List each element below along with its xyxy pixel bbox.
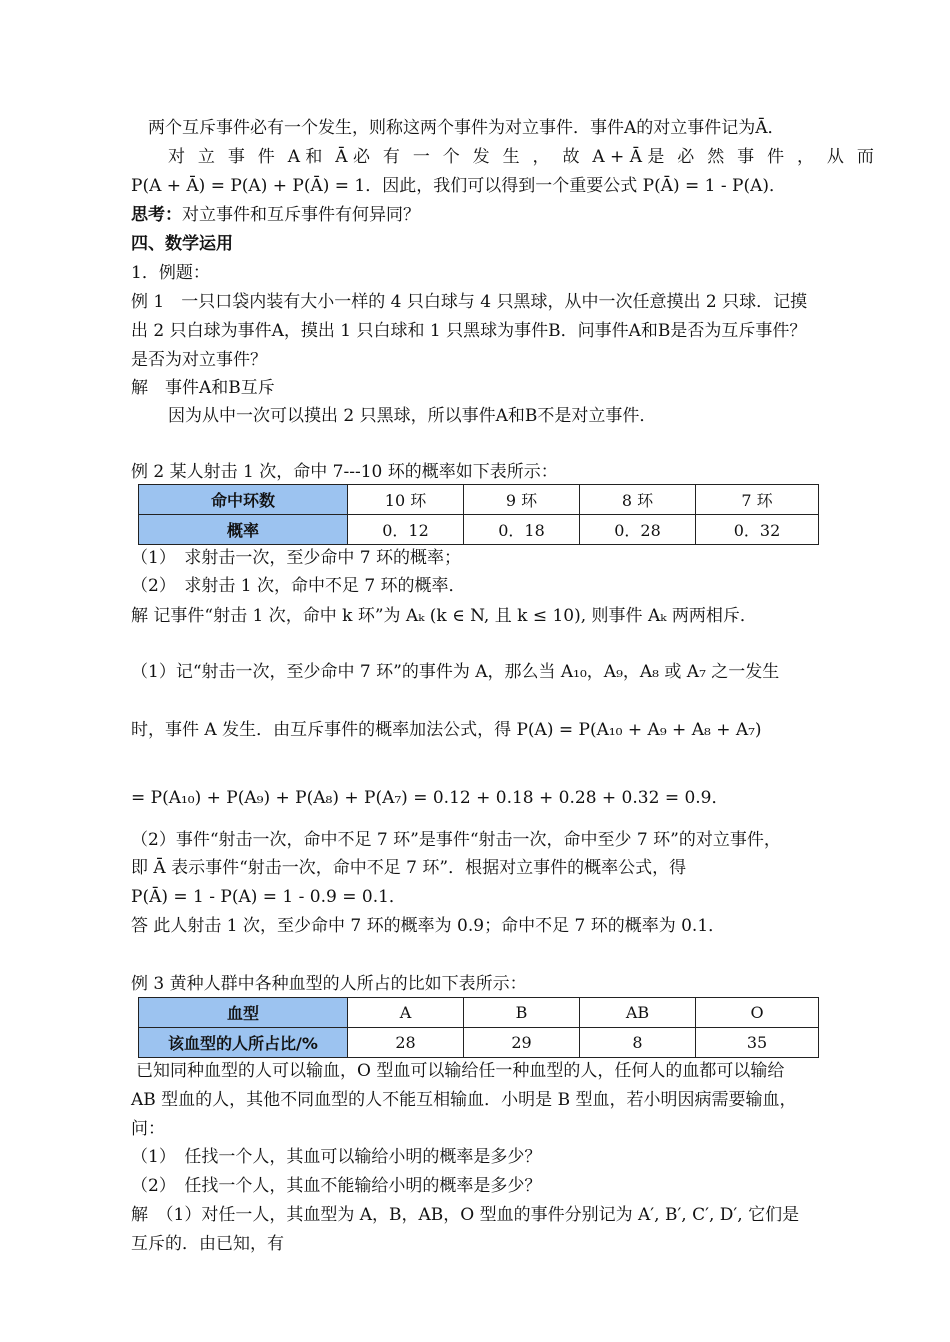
word: 故 bbox=[562, 147, 580, 167]
think-line bbox=[131, 203, 420, 227]
table-cell: 8 bbox=[580, 1028, 696, 1058]
solution2-part2-line2: 即 Ā 表示事件“射击一次，命中不足 7 环”．根据对立事件的概率公式，得 bbox=[131, 858, 687, 878]
word: A 和 bbox=[287, 147, 323, 167]
table-header-cell: 8 环 bbox=[580, 485, 696, 515]
example2-intro: 例 2 某人射击 1 次，命中 7---10 环的概率如下表所示： bbox=[131, 462, 558, 482]
word: 有 bbox=[382, 147, 400, 167]
word: 而 bbox=[856, 147, 874, 167]
question3-1: （1） 任找一个人，其血可以输给小明的概率是多少？ bbox=[131, 1147, 542, 1167]
table-header-cell: B bbox=[464, 998, 580, 1028]
word: 必 bbox=[677, 147, 695, 167]
table-header-cell: 命中环数 bbox=[139, 485, 348, 515]
solution2-sum: = P(A₁₀) + P(A₉) + P(A₈) + P(A₇) = 0.12 + 0.18 + 0.28 + 0.32 = 0.9． bbox=[131, 788, 729, 808]
table-cell: 29 bbox=[464, 1028, 580, 1058]
question-1: （1） 求射击一次，至少命中 7 环的概率； bbox=[131, 548, 461, 568]
examples-heading: 1．例题： bbox=[131, 263, 210, 283]
solution2-part2-line1: （2）事件“射击一次，命中不足 7 环”是事件“射击一次，命中至少 7 环”的对立事件， bbox=[131, 830, 781, 850]
solution3-line2: 互斥的．由已知，有 bbox=[131, 1234, 284, 1254]
word: 事 bbox=[737, 147, 755, 167]
word: 个 bbox=[442, 147, 460, 167]
example3-line1: 已知同种血型的人可以输血，O 型血可以输给任一种血型的人，任何人的血都可以输给 bbox=[136, 1061, 785, 1081]
table-row bbox=[139, 485, 819, 515]
word: 件 bbox=[767, 147, 785, 167]
table-cell: 概率 bbox=[139, 515, 348, 545]
example1-line1: 例 1 一只口袋内装有大小一样的 4 只白球与 4 只黑球，从中一次任意摸出 2 只球．记摸 bbox=[131, 292, 808, 312]
table-cell: 0．28 bbox=[580, 515, 696, 545]
solution3-line1: 解 （1）对任一人，其血型为 A，B，AB，O 型血的事件分别记为 A′, B′, C′, D′, 它们是 bbox=[131, 1205, 800, 1225]
section-heading: 四、数学运用 bbox=[131, 234, 233, 254]
solution2-part2-formula: P(Ā) = 1 - P(A) = 1 - 0.9 = 0.1． bbox=[131, 887, 406, 907]
table-row bbox=[139, 1028, 819, 1058]
table-header-cell: A bbox=[348, 998, 464, 1028]
example1-line2: 出 2 只白球为事件A，摸出 1 只白球和 1 只黑球为事件B．问事件A和B是否为互斥事件？ bbox=[131, 321, 807, 341]
table-cell: 0．32 bbox=[696, 515, 819, 545]
table-cell: 0．18 bbox=[464, 515, 580, 545]
table-header-cell: 10 环 bbox=[348, 485, 464, 515]
solution1-line2: 因为从中一次可以摸出 2 只黑球，所以事件A和B不是对立事件． bbox=[168, 406, 657, 426]
question-2: （2） 求射击 1 次，命中不足 7 环的概率． bbox=[131, 576, 466, 596]
word: 一 bbox=[412, 147, 430, 167]
table-row bbox=[139, 515, 819, 545]
example1-line3: 是否为对立事件？ bbox=[131, 350, 267, 370]
word: 从 bbox=[826, 147, 844, 167]
table-cell: 28 bbox=[348, 1028, 464, 1058]
table-header-cell: 9 环 bbox=[464, 485, 580, 515]
table-header-cell: 7 环 bbox=[696, 485, 819, 515]
word: 对 bbox=[168, 147, 185, 167]
word: 事 bbox=[227, 147, 245, 167]
question3-2: （2） 任找一个人，其血不能输给小明的概率是多少？ bbox=[131, 1176, 542, 1196]
table-header-cell: AB bbox=[580, 998, 696, 1028]
think-label: 思考： bbox=[131, 205, 182, 225]
word: 生 bbox=[502, 147, 520, 167]
example3-intro: 例 3 黄种人群中各种血型的人所占的比如下表所示： bbox=[131, 974, 527, 994]
example3-line2: AB 型血的人，其他不同血型的人不能互相输血．小明是 B 型血，若小明因病需要输血， bbox=[131, 1090, 797, 1110]
para-spaced-line bbox=[168, 145, 874, 169]
table-blood-type bbox=[138, 997, 819, 1058]
word: 然 bbox=[707, 147, 725, 167]
para-opposite-event-def: 两个互斥事件必有一个发生，则称这两个事件为对立事件．事件A的对立事件记为Ā． bbox=[148, 118, 785, 138]
table-cell: 35 bbox=[696, 1028, 819, 1058]
table-header-cell: 血型 bbox=[139, 998, 348, 1028]
think-text: 对立事件和互斥事件有何异同？ bbox=[182, 205, 420, 225]
word: 发 bbox=[472, 147, 490, 167]
solution1-line1: 解 事件A和B互斥 bbox=[131, 378, 275, 398]
word: 件 bbox=[257, 147, 275, 167]
table-header-cell: O bbox=[696, 998, 819, 1028]
solution2-line1: 解 记事件“射击 1 次，命中 k 环”为 Aₖ (k ∈ N, 且 k ≤ 10), 则事件 Aₖ 两两相斥． bbox=[131, 606, 757, 626]
table-cell: 该血型的人所占比/% bbox=[139, 1028, 348, 1058]
answer2: 答 此人射击 1 次，至少命中 7 环的概率为 0.9；命中不足 7 环的概率为 0.1． bbox=[131, 916, 726, 936]
word: Ā 必 bbox=[335, 147, 370, 167]
table-cell: 0．12 bbox=[348, 515, 464, 545]
solution2-line2: （1）记“射击一次，至少命中 7 环”的事件为 A，那么当 A₁₀，A₉，A₈ 或 A₇ 之一发生 bbox=[131, 662, 780, 682]
word: ， bbox=[532, 147, 550, 167]
table-hit-probability bbox=[138, 484, 819, 545]
word: A + Ā 是 bbox=[592, 147, 665, 167]
word: 立 bbox=[197, 147, 215, 167]
example3-line3: 问： bbox=[131, 1119, 165, 1139]
table-row bbox=[139, 998, 819, 1028]
word: ， bbox=[796, 147, 814, 167]
solution2-line3: 时，事件 A 发生．由互斥事件的概率加法公式，得 P(A) = P(A₁₀ + A₉ + A₈ + A₇) bbox=[131, 720, 762, 740]
para-formula: P(A + Ā) = P(A) + P(Ā) = 1．因此，我们可以得到一个重要公式 P(Ā) = 1 - P(A)． bbox=[131, 176, 787, 196]
